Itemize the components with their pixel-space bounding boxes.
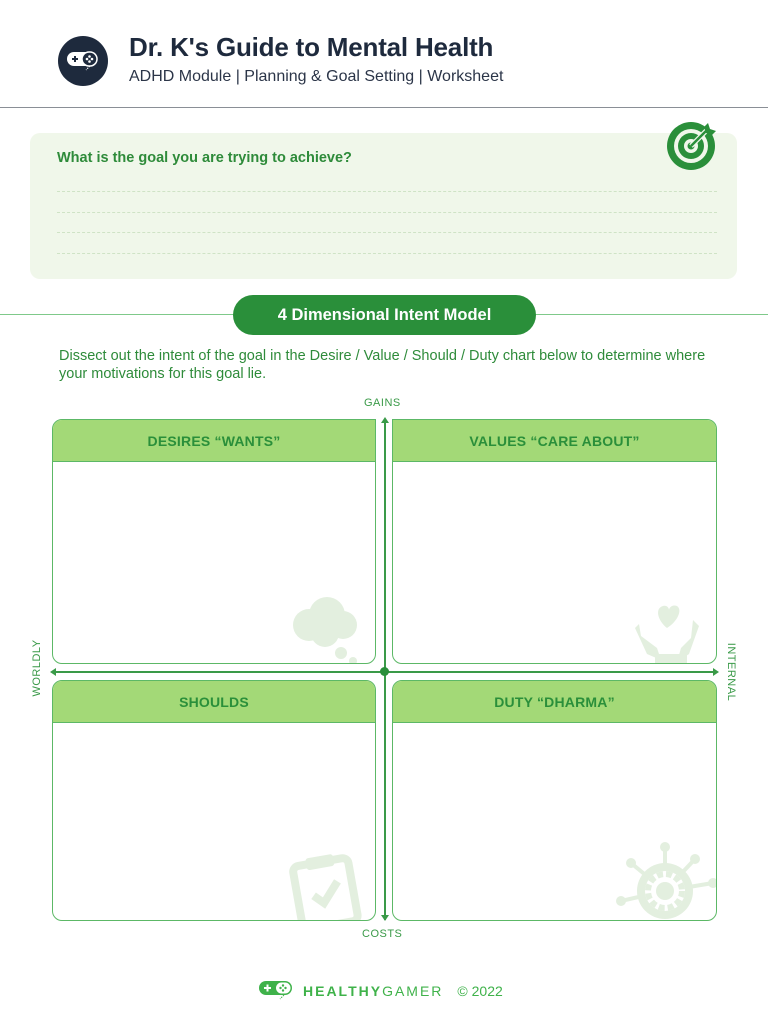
quadrant-shoulds[interactable] xyxy=(52,680,376,921)
quadrant-title: SHOULDS xyxy=(53,681,375,723)
quadrant-title: VALUES “CARE ABOUT” xyxy=(393,420,716,462)
axis-label-internal: INTERNAL xyxy=(725,642,737,702)
goal-question: What is the goal you are trying to achieve? xyxy=(57,150,352,166)
game-controller-icon xyxy=(58,36,108,86)
healthygamer-logo-icon xyxy=(258,978,294,1005)
arrow-up-icon xyxy=(381,417,389,423)
clipboard-check-icon xyxy=(289,851,369,921)
target-icon xyxy=(666,121,718,176)
footer-copyright: © 2022 xyxy=(457,983,503,999)
footer-brand-bold: HEALTHY xyxy=(303,983,383,999)
axis-origin-dot xyxy=(380,667,389,676)
quadrant-values[interactable] xyxy=(392,419,717,664)
quadrant-duty[interactable] xyxy=(392,680,717,921)
goal-answer-line[interactable] xyxy=(57,191,717,192)
goal-answer-line[interactable] xyxy=(57,212,717,213)
instructions-text: Dissect out the intent of the goal in the Desire / Value / Should / Duty chart below to determine where your motivations for this goal lie. xyxy=(59,348,706,382)
goal-input-box[interactable] xyxy=(30,133,737,279)
thought-cloud-icon xyxy=(287,595,367,664)
quadrant-title: DUTY “DHARMA” xyxy=(393,681,716,723)
page-subtitle: ADHD Module | Planning & Goal Setting | Worksheet xyxy=(129,68,504,85)
arrow-down-icon xyxy=(381,915,389,921)
hands-heart-icon xyxy=(627,598,707,664)
axis-label-costs: COSTS xyxy=(362,928,403,940)
axis-label-worldly: WORLDLY xyxy=(31,639,43,697)
goal-answer-line[interactable] xyxy=(57,232,717,233)
footer xyxy=(258,980,503,1002)
page-title: Dr. K's Guide to Mental Health xyxy=(129,32,494,62)
arrow-left-icon xyxy=(50,668,56,676)
quadrant-desires[interactable] xyxy=(52,419,376,664)
quadrant-title: DESIRES “WANTS” xyxy=(53,420,375,462)
page-header xyxy=(0,0,768,108)
goal-answer-line[interactable] xyxy=(57,253,717,254)
section-title: 4 Dimensional Intent Model xyxy=(233,295,536,335)
axis-label-gains: GAINS xyxy=(364,397,401,409)
arrow-right-icon xyxy=(713,668,719,676)
ship-wheel-icon xyxy=(615,841,717,921)
footer-brand-light: GAMER xyxy=(382,983,444,999)
